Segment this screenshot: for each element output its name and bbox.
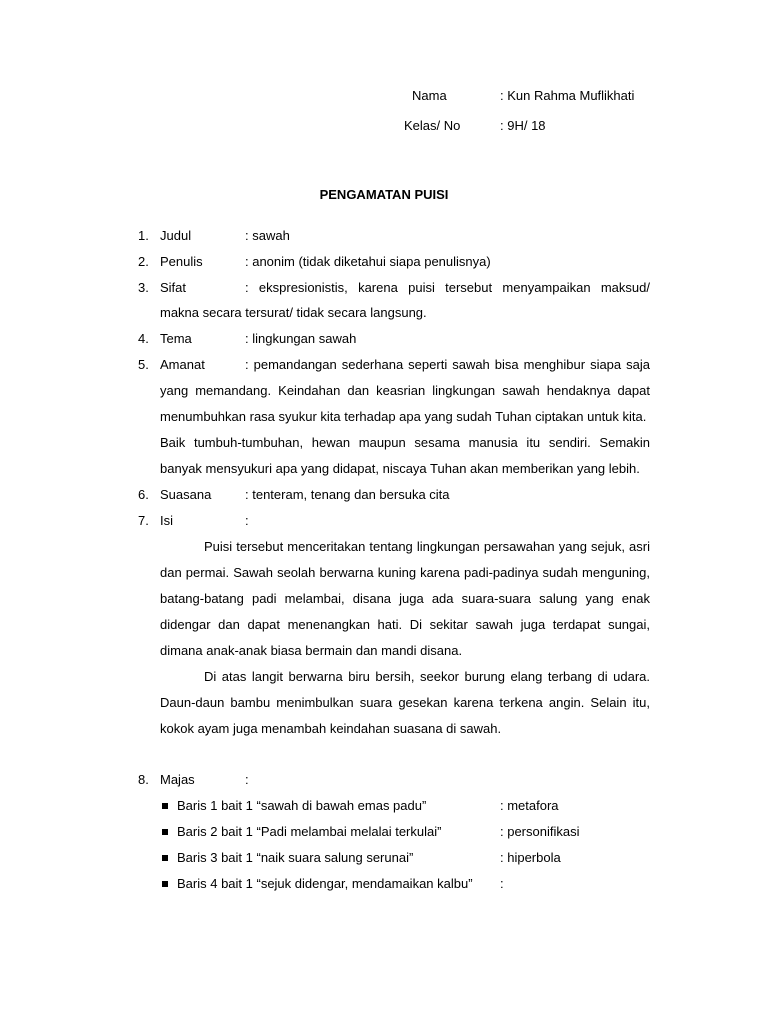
amanat-line-2: yang memandang. Keindahan dan keasrian lingkungan sawah hendaknya dapat [160, 383, 650, 398]
amanat-line-3: menumbuhkan rasa syukur kita terhadap apa yang sudah Tuhan ciptakan untuk kita. [160, 409, 647, 424]
item-number: 7. [138, 513, 149, 528]
item-sifat-cont: makna secara tersurat/ tidak secara langsung. [160, 305, 427, 320]
bullet-square-icon [162, 855, 168, 861]
majas-line: Baris 1 bait 1 “sawah di bawah emas padu” [177, 798, 427, 813]
item-label: Penulis [160, 254, 203, 269]
item-label: Majas [160, 772, 195, 787]
item-value: : anonim (tidak diketahui siapa penulisnya) [245, 254, 491, 269]
majas-type: : metafora [500, 798, 559, 813]
item-number: 6. [138, 487, 149, 502]
isi-p2-line-2: Daun-daun bambu menimbulkan suara gesekan karena terkena angin. Selain itu, [160, 695, 650, 710]
nama-value: : Kun Rahma Muflikhati [500, 88, 635, 103]
isi-p1-line-2: dan permai. Sawah seolah berwarna kuning karena padi-padinya sudah menguning, [160, 565, 650, 580]
isi-p1-line-5: dimana anak-anak biasa bermain dan mandi disana. [160, 643, 463, 658]
majas-line: Baris 2 bait 1 “Padi melambai melalai terkulai” [177, 824, 442, 839]
item-number: 8. [138, 772, 149, 787]
majas-type: : [500, 876, 504, 891]
item-label: Isi [160, 513, 173, 528]
item-label: Sifat [160, 280, 187, 295]
item-number: 2. [138, 254, 149, 269]
kelas-label: Kelas/ No [404, 118, 461, 133]
isi-p1-line-4: didengar dan dapat menenangkan hati. Di sekitar sawah juga terdapat sungai, [160, 617, 650, 632]
item-value: : lingkungan sawah [245, 331, 357, 346]
item-value: : tenteram, tenang dan bersuka cita [245, 487, 450, 502]
item-number: 5. [138, 357, 149, 372]
isi-p2-line-1: Di atas langit berwarna biru bersih, seekor burung elang terbang di udara. [204, 669, 650, 684]
item-value: : [245, 772, 249, 787]
isi-p2-line-3: kokok ayam juga menambah keindahan suasana di sawah. [160, 721, 502, 736]
item-label: Tema [160, 331, 192, 346]
bullet-square-icon [162, 829, 168, 835]
isi-p1-line-3: batang-batang padi melambai, disana juga ada suara-suara salung yang enak [160, 591, 650, 606]
item-value: : [245, 513, 249, 528]
item-value: : sawah [245, 228, 290, 243]
amanat-line-5: banyak mensyukuri apa yang didapat, niscaya Tuhan akan memberikan yang lebih. [160, 461, 640, 476]
item-number: 4. [138, 331, 149, 346]
majas-type: : personifikasi [500, 824, 580, 839]
header-kelas-row [404, 117, 546, 135]
item-value: : ekspresionistis, karena puisi tersebut menyampaikan maksud/ [245, 280, 650, 295]
bullet-square-icon [162, 803, 168, 809]
majas-type: : hiperbola [500, 850, 561, 865]
kelas-value: : 9H/ 18 [500, 118, 546, 133]
item-value: : pemandangan sederhana seperti sawah bisa menghibur siapa saja [245, 357, 650, 372]
header-nama-row [412, 87, 634, 105]
amanat-line-4: Baik tumbuh-tumbuhan, hewan maupun sesama manusia itu sendiri. Semakin [160, 435, 650, 450]
item-label: Suasana [160, 487, 212, 502]
page-title: PENGAMATAN PUISI [319, 187, 449, 202]
majas-line: Baris 3 bait 1 “naik suara salung serunai” [177, 850, 414, 865]
item-label: Judul [160, 228, 192, 243]
item-number: 3. [138, 280, 149, 295]
nama-label: Nama [412, 88, 447, 103]
isi-p1-line-1: Puisi tersebut menceritakan tentang lingkungan persawahan yang sejuk, asri [204, 539, 650, 554]
item-label: Amanat [160, 357, 205, 372]
majas-line: Baris 4 bait 1 “sejuk didengar, mendamaikan kalbu” [177, 876, 473, 891]
bullet-square-icon [162, 881, 168, 887]
item-number: 1. [138, 228, 149, 243]
